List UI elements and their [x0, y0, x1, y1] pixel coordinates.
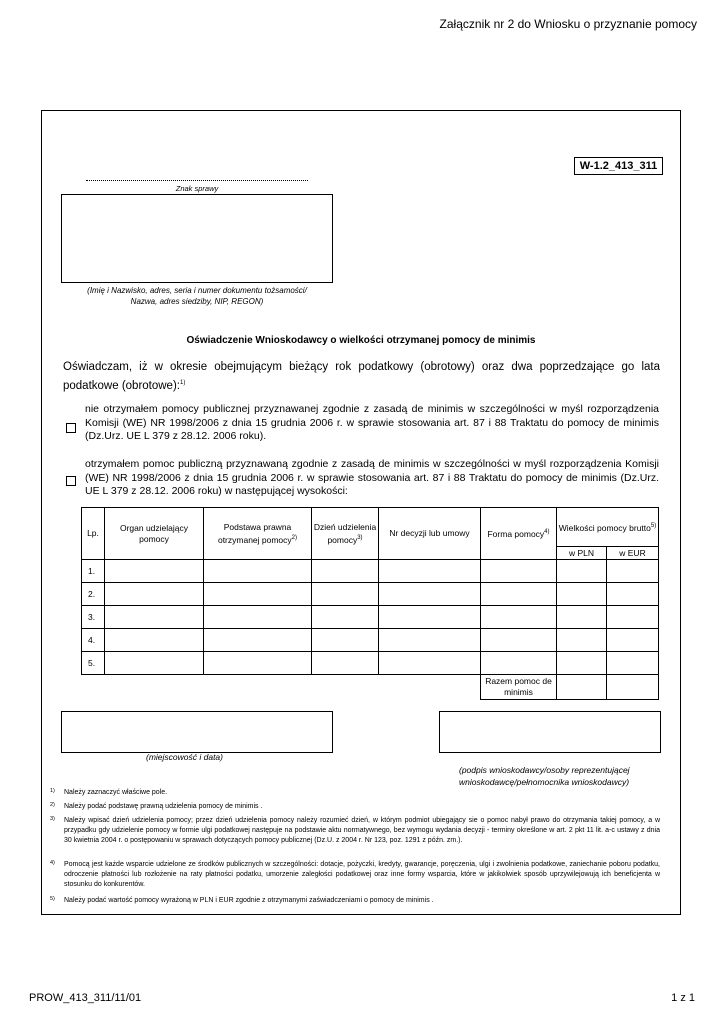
cell-aid-form[interactable] — [481, 629, 557, 652]
cell-decision-number[interactable] — [379, 652, 481, 675]
footnote-text: Należy podać wartość pomocy wyrażoną w PLN i EUR zgodnie z otrzymanymi zaświadczeniami o pomocy de minimis . — [64, 897, 434, 904]
place-date-field[interactable] — [61, 711, 333, 753]
header-eur: w EUR — [607, 547, 659, 560]
cell-aid-form[interactable] — [481, 583, 557, 606]
footnote-number: 4) — [50, 860, 55, 866]
cell-legal-basis[interactable] — [204, 629, 312, 652]
cell-decision-number[interactable] — [379, 606, 481, 629]
header-pln: w PLN — [557, 547, 607, 560]
total-eur[interactable] — [607, 675, 659, 700]
place-date-label: (miejscowość i data) — [146, 752, 223, 762]
statement-body: Oświadczam, iż w okresie obejmującym bieżący rok podatkowy (obrotowy) oraz dwa poprzedzające go lata podatkowe (obrotowe): — [63, 361, 660, 392]
applicant-label-line-2: Nazwa, adres siedziby, NIP, REGON) — [130, 297, 264, 306]
cell-pln[interactable] — [557, 606, 607, 629]
case-number-label: Znak sprawy — [175, 184, 219, 193]
applicant-label-line-1: (Imię i Nazwisko, adres, seria i numer dokumentu tożsamości/ — [87, 286, 307, 295]
cell-grant-day[interactable] — [312, 583, 379, 606]
header-gross-amount — [557, 508, 659, 547]
row-number: 4. — [82, 629, 105, 652]
footnote-ref-5: 5) — [650, 522, 657, 529]
header-decision-number: Nr decyzji lub umowy — [379, 508, 481, 560]
total-row — [82, 675, 659, 700]
footnote-ref-3: 3) — [357, 534, 363, 541]
cell-pln[interactable] — [557, 583, 607, 606]
case-number-field[interactable] — [86, 176, 308, 181]
header-legal-basis-text: Podstawa prawna otrzymanej pomocy — [217, 521, 292, 545]
row-number: 2. — [82, 583, 105, 606]
applicant-data-field[interactable] — [61, 194, 333, 283]
cell-aid-form[interactable] — [481, 560, 557, 583]
cell-eur[interactable] — [607, 583, 659, 606]
checkbox-received-aid[interactable] — [66, 476, 76, 486]
statement-text — [63, 359, 660, 394]
footnote-text: Pomocą jest każde wsparcie udzielone ze środków publicznych w szczególności: dotacje, pożyczki, kredyty, gwarancje, poręczenia, ulgi i zwolnienia podatkowe, zaniechanie poboru podatku, odroczenie płatności lub rozłożenie na raty płatności podatku, umorzenie zaległości podatkowej oraz inne formy wsparcia, które w jakikolwiek sposób uprzywilejowują ich beneficjenta w stosunku do konkurentów. — [64, 861, 660, 888]
footnote-number: 2) — [50, 802, 55, 808]
total-pln[interactable] — [557, 675, 607, 700]
cell-legal-basis[interactable] — [204, 560, 312, 583]
header-gross-amount-text: Wielkości pomocy brutto — [558, 522, 651, 533]
signature-label — [459, 764, 630, 788]
footnote-text: Należy wpisać dzień udzielenia pomocy; przez dzień udzielenia pomocy należy rozumieć dzień, w którym podmiot ubiegający sie o pomoc nabył prawo do otrzymania takiej pomocy, a w przypadku gdy udzielenie pomocy w formie ulgi podatkowej następuje na podstawie aktu normatywnego, bez wymogu wydania decyzji - terminy określone w art. 2 pkt 11 lit. a-c ustawy z dnia 30 kwietnia 2004 r. o postępowaniu w sprawach dotyczących pomocy publicznej (Dz.U. z 2004 r. Nr 123, poz. 1291 z późn. zm.). — [64, 817, 660, 844]
cell-organ[interactable] — [105, 583, 204, 606]
aid-table — [81, 507, 659, 700]
footnote — [50, 816, 660, 850]
signature-label-line-1: (podpis wnioskodawcy/osoby reprezentującej — [459, 765, 630, 775]
footnote-ref-4: 4) — [544, 529, 550, 536]
cell-grant-day[interactable] — [312, 560, 379, 583]
option-received-aid-text: otrzymałem pomoc publiczną przyznawaną zgodnie z zasadą de minimis w szczególności w myśl rozporządzenia Komisji (WE) NR 1998/2006 z dnia 15 grudnia 2006 r. w sprawie stosowania art. 87 i 88 Traktatu do pomocy de minimis (Dz.Urz. UE L 379 z 28.12. 2006 roku) w następującej wysokości: — [85, 458, 659, 497]
cell-decision-number[interactable] — [379, 560, 481, 583]
header-organ: Organ udzielający pomocy — [105, 508, 204, 560]
total-spacer — [82, 675, 481, 700]
cell-decision-number[interactable] — [379, 629, 481, 652]
signature-label-line-2: wnioskodawcę/pełnomocnika wnioskodawcy) — [459, 777, 630, 787]
total-label: Razem pomoc de minimis — [481, 675, 557, 700]
cell-legal-basis[interactable] — [204, 652, 312, 675]
cell-eur[interactable] — [607, 629, 659, 652]
table-row — [82, 652, 659, 675]
header-aid-form-text: Forma pomocy — [487, 528, 545, 539]
cell-aid-form[interactable] — [481, 652, 557, 675]
cell-legal-basis[interactable] — [204, 583, 312, 606]
footer-form-code: PROW_413_311/11/01 — [29, 992, 142, 1004]
option-no-aid-text: nie otrzymałem pomocy publicznej przyznawanej zgodnie z zasadą de minimis w szczególności w myśl rozporządzenia Komisji (WE) NR 1998/2006 z dnia 15 grudnia 2006 r. w sprawie stosowania art. 87 i 88 Traktatu do pomocy de minimis (Dz.Urz. UE L 379 z 28.12. 2006 roku). — [85, 403, 659, 442]
page-number: 1 z 1 — [671, 992, 695, 1004]
row-number: 1. — [82, 560, 105, 583]
footnote — [50, 860, 660, 890]
cell-grant-day[interactable] — [312, 606, 379, 629]
header-lp: Lp. — [82, 508, 105, 560]
table-row — [82, 629, 659, 652]
cell-eur[interactable] — [607, 606, 659, 629]
header-grant-day — [312, 508, 379, 560]
cell-pln[interactable] — [557, 652, 607, 675]
cell-pln[interactable] — [557, 560, 607, 583]
header-aid-form — [481, 508, 557, 560]
header-legal-basis — [204, 508, 312, 560]
cell-grant-day[interactable] — [312, 652, 379, 675]
table-row — [82, 560, 659, 583]
cell-organ[interactable] — [105, 560, 204, 583]
table-row — [82, 583, 659, 606]
row-number: 3. — [82, 606, 105, 629]
cell-organ[interactable] — [105, 606, 204, 629]
footnote — [50, 896, 660, 906]
cell-organ[interactable] — [105, 629, 204, 652]
cell-legal-basis[interactable] — [204, 606, 312, 629]
footnote-number: 1) — [50, 788, 55, 794]
footnote — [50, 802, 660, 812]
applicant-data-label — [61, 285, 333, 307]
footnote — [50, 788, 660, 798]
footnote-text: Należy podać podstawę prawną udzielenia pomocy de minimis . — [64, 803, 263, 810]
signature-field[interactable] — [439, 711, 661, 753]
statement-footnote-ref: 1) — [179, 380, 186, 386]
row-number: 5. — [82, 652, 105, 675]
footnote-text: Należy zaznaczyć właściwe pole. — [64, 789, 168, 796]
table-row — [82, 606, 659, 629]
footnote-number: 5) — [50, 896, 55, 902]
form-title: Oświadczenie Wnioskodawcy o wielkości otrzymanej pomocy de minimis — [186, 335, 536, 346]
cell-pln[interactable] — [557, 629, 607, 652]
cell-decision-number[interactable] — [379, 583, 481, 606]
attachment-note: Załącznik nr 2 do Wniosku o przyznanie pomocy — [439, 17, 697, 31]
cell-eur[interactable] — [607, 560, 659, 583]
cell-eur[interactable] — [607, 652, 659, 675]
footnote-number: 3) — [50, 816, 55, 822]
cell-aid-form[interactable] — [481, 606, 557, 629]
cell-grant-day[interactable] — [312, 629, 379, 652]
header-grant-day-text: Dzień udzielenia pomocy — [313, 521, 377, 545]
form-code: W-1.2_413_311 — [574, 157, 663, 175]
checkbox-no-aid[interactable] — [66, 423, 76, 433]
footnote-ref-2: 2) — [291, 534, 298, 541]
cell-organ[interactable] — [105, 652, 204, 675]
